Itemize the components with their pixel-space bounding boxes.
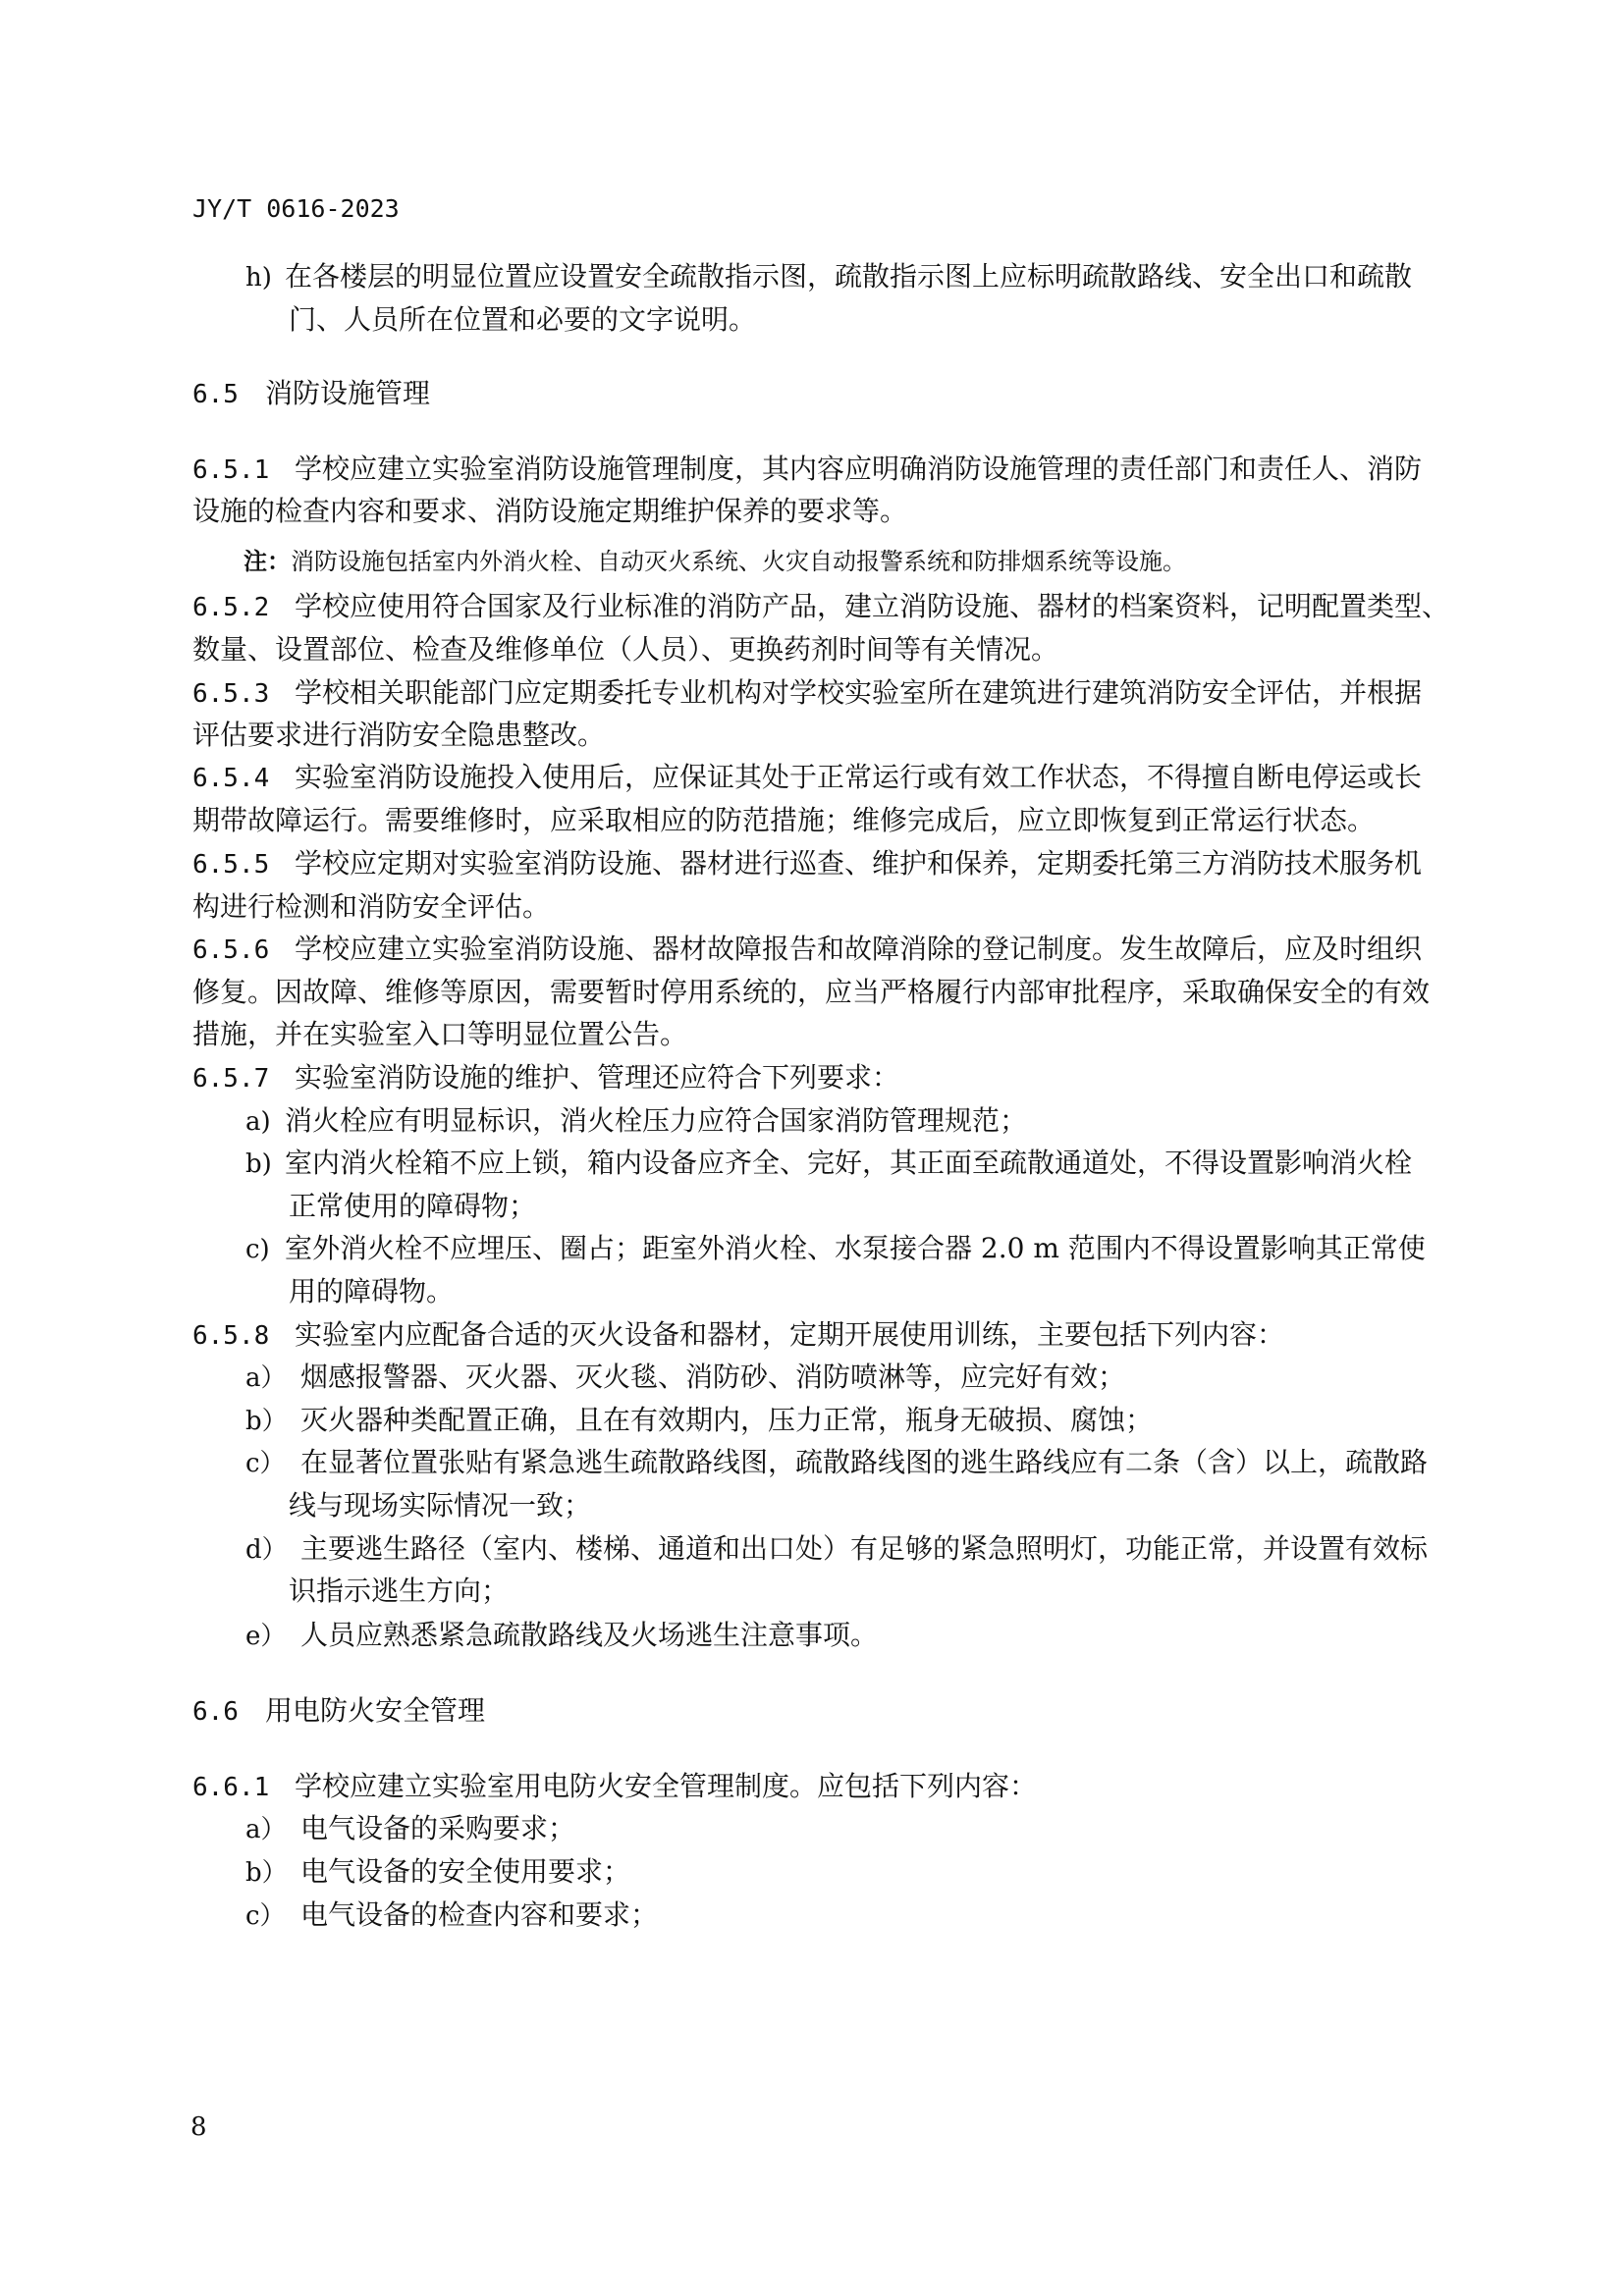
clause-text: 学校应定期对实验室消防设施、器材进行巡查、维护和保养，定期委托第三方消防技术服务机 <box>295 847 1423 880</box>
list-item-text: 在各楼层的明显位置应设置安全疏散指示图，疏散指示图上应标明疏散路线、安全出口和疏散 <box>285 260 1413 293</box>
line-text: 门、人员所在位置和必要的文字说明。 <box>289 303 757 336</box>
list-item-label: e） <box>245 1622 287 1651</box>
list-item-continuation <box>289 1187 536 1226</box>
paragraph-continuation <box>192 973 1430 1012</box>
note-label: 注： <box>244 548 291 575</box>
list-item-text: 电气设备的检查内容和要求； <box>300 1898 659 1931</box>
clause-line <box>192 450 1422 490</box>
list-item-label: c） <box>245 1449 286 1478</box>
clause-line <box>192 844 1422 884</box>
line-text: 线与现场实际情况一致； <box>289 1489 592 1522</box>
list-item <box>245 1896 658 1936</box>
section-number: 6.6 <box>192 1697 239 1727</box>
list-item <box>245 257 1412 297</box>
list-item-text: 消火栓应有明显标识，消火栓压力应符合国家消防管理规范； <box>285 1104 1028 1137</box>
line-text: 构进行检测和消防安全评估。 <box>192 890 551 923</box>
line-text: 设施的检查内容和要求、消防设施定期维护保养的要求等。 <box>192 495 908 527</box>
list-item <box>245 1443 1428 1483</box>
line-text: 数量、设置部位、检查及维修单位（人员）、更换药剂时间等有关情况。 <box>192 633 1059 666</box>
clause-number: 6.5.2 <box>192 593 270 622</box>
clause-text: 学校相关职能部门应定期委托专业机构对学校实验室所在建筑进行建筑消防安全评估，并根据 <box>295 676 1423 709</box>
line-text: 期带故障运行。需要维修时，应采取相应的防范措施；维修完成后，应立即恢复到正常运行状态。 <box>192 804 1376 836</box>
section-heading <box>192 374 430 414</box>
list-item-continuation <box>289 1572 509 1611</box>
clause-text: 学校应使用符合国家及行业标准的消防产品，建立消防设施、器材的档案资料，记明配置类型、 <box>295 590 1450 622</box>
clause-number: 6.5.4 <box>192 764 270 793</box>
clause-line <box>192 1315 1284 1356</box>
list-item <box>245 1809 575 1849</box>
list-item <box>245 1852 630 1893</box>
list-item-text: 人员应熟悉紧急疏散路线及火场逃生注意事项。 <box>300 1619 879 1651</box>
list-item-label: c) <box>245 1235 270 1264</box>
clause-text: 实验室消防设施的维护、管理还应符合下列要求： <box>295 1061 900 1094</box>
line-text: 修复。因故障、维修等原因，需要暂时停用系统的，应当严格履行内部审批程序，采取确保安全的有效 <box>192 976 1431 1008</box>
list-item-continuation <box>289 1486 591 1525</box>
clause-number: 6.6.1 <box>192 1773 270 1802</box>
list-item-label: b) <box>245 1149 272 1179</box>
section-title: 消防设施管理 <box>265 377 431 409</box>
list-item-label: h) <box>245 263 272 293</box>
list-item-text: 主要逃生路径（室内、楼梯、通道和出口处）有足够的紧急照明灯，功能正常，并设置有效标 <box>300 1532 1429 1565</box>
note-text: 消防设施包括室内外消火栓、自动灭火系统、火灾自动报警系统和防排烟系统等设施。 <box>291 548 1186 575</box>
line-text: 用的障碍物。 <box>289 1275 455 1308</box>
list-item-label: a） <box>245 1363 287 1393</box>
list-item-label: a） <box>245 1815 287 1844</box>
list-item-text: 电气设备的采购要求； <box>300 1812 576 1844</box>
list-item-text: 电气设备的安全使用要求； <box>300 1855 631 1888</box>
clause-number: 6.5.5 <box>192 850 270 880</box>
clause-number: 6.5.1 <box>192 455 270 485</box>
list-item <box>245 1358 1125 1398</box>
clause-text: 学校应建立实验室消防设施、器材故障报告和故障消除的登记制度。发生故障后，应及时组织 <box>295 933 1423 965</box>
page-number: 8 <box>190 2112 207 2142</box>
list-item-continuation <box>289 300 756 340</box>
note-line <box>244 542 1186 581</box>
section-heading <box>192 1691 485 1732</box>
clause-line <box>192 587 1449 627</box>
clause-line <box>192 673 1422 714</box>
list-item-continuation <box>289 1272 454 1311</box>
line-text: 识指示逃生方向； <box>289 1575 510 1607</box>
list-item-label: a) <box>245 1107 271 1137</box>
paragraph-continuation <box>192 492 907 531</box>
list-item-label: d） <box>245 1535 288 1565</box>
clause-line <box>192 1058 899 1098</box>
list-item <box>245 1401 1153 1441</box>
list-item <box>245 1616 878 1656</box>
clause-number: 6.5.7 <box>192 1064 270 1094</box>
clause-number: 6.5.6 <box>192 935 270 965</box>
clause-number: 6.5.3 <box>192 679 270 709</box>
list-item-label: b） <box>245 1858 288 1888</box>
list-item-label: c） <box>245 1901 286 1931</box>
list-item-text: 灭火器种类配置正确，且在有效期内，压力正常，瓶身无破损、腐蚀； <box>300 1404 1154 1436</box>
clause-text: 学校应建立实验室用电防火安全管理制度。应包括下列内容： <box>295 1770 1038 1802</box>
clause-line <box>192 758 1422 798</box>
line-text: 评估要求进行消防安全隐患整改。 <box>192 719 606 751</box>
paragraph-continuation <box>192 630 1058 669</box>
list-item <box>245 1144 1412 1184</box>
line-text: 措施，并在实验室入口等明显位置公告。 <box>192 1018 688 1050</box>
list-item <box>245 1101 1027 1142</box>
standard-code-header: JY/T 0616-2023 <box>192 194 400 223</box>
clause-text: 实验室消防设施投入使用后，应保证其处于正常运行或有效工作状态，不得擅自断电停运或长 <box>295 761 1423 793</box>
list-item-text: 在显著位置张贴有紧急逃生疏散路线图，疏散路线图的逃生路线应有二条（含）以上，疏散路 <box>300 1446 1429 1478</box>
clause-number: 6.5.8 <box>192 1321 270 1351</box>
paragraph-continuation <box>192 1015 687 1054</box>
clause-line <box>192 1767 1037 1807</box>
list-item-text: 室外消火栓不应埋压、圈占；距室外消火栓、水泵接合器 2.0 m 范围内不得设置影响其正常使 <box>285 1232 1426 1264</box>
paragraph-continuation <box>192 801 1375 840</box>
list-item-text: 室内消火栓箱不应上锁，箱内设备应齐全、完好，其正面至疏散通道处，不得设置影响消火栓 <box>285 1147 1413 1179</box>
list-item-label: b） <box>245 1407 288 1436</box>
list-item <box>245 1229 1426 1269</box>
clause-text: 学校应建立实验室消防设施管理制度，其内容应明确消防设施管理的责任部门和责任人、消防 <box>295 453 1423 485</box>
paragraph-continuation <box>192 716 605 755</box>
list-item-text: 烟感报警器、灭火器、灭火毯、消防砂、消防喷淋等，应完好有效； <box>300 1361 1126 1393</box>
section-title: 用电防火安全管理 <box>265 1694 486 1727</box>
line-text: 正常使用的障碍物； <box>289 1190 537 1222</box>
section-number: 6.5 <box>192 380 239 409</box>
clause-line <box>192 930 1422 970</box>
list-item <box>245 1529 1428 1570</box>
paragraph-continuation <box>192 887 550 927</box>
clause-text: 实验室内应配备合适的灭火设备和器材，定期开展使用训练，主要包括下列内容： <box>295 1318 1285 1351</box>
